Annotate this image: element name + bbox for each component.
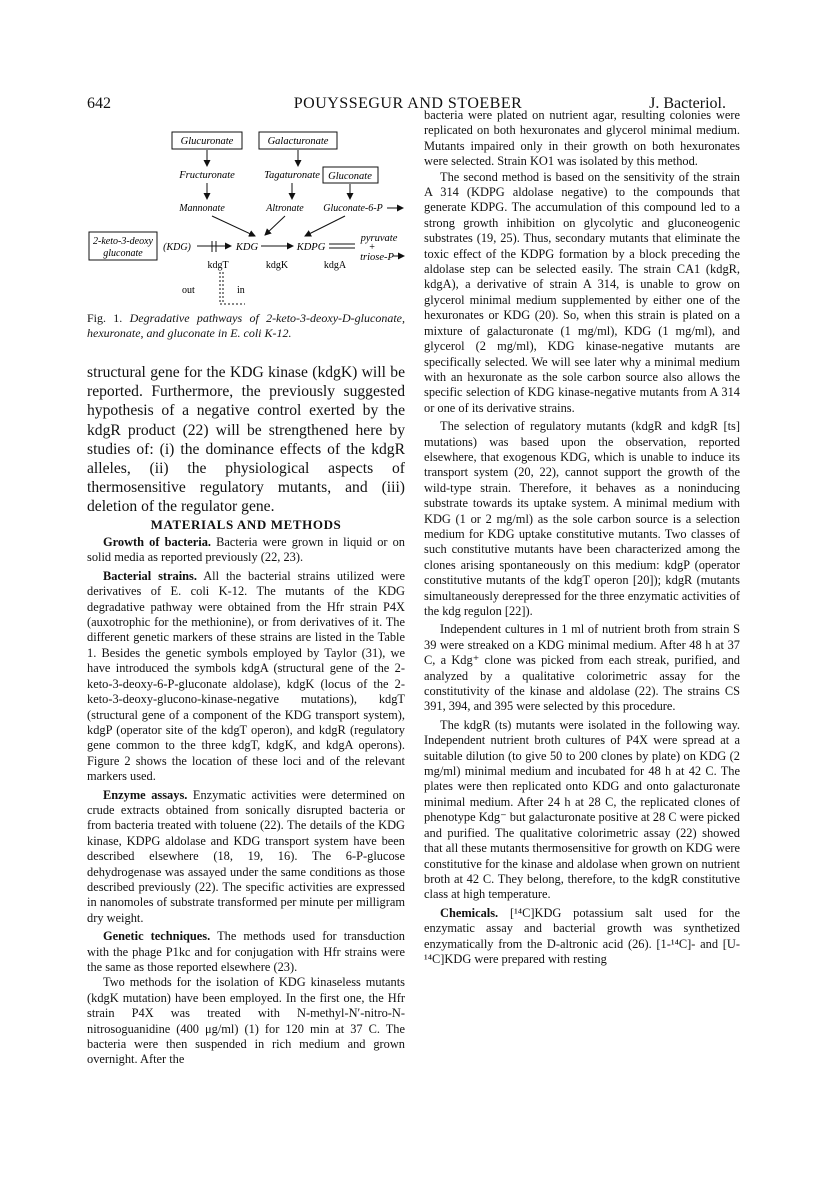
left-column: [87, 130, 405, 1068]
altronate-label: Altronate: [266, 203, 304, 214]
genetic-heading: Genetic techniques.: [103, 929, 211, 944]
running-title: POUYSSEGUR AND STOEBER: [293, 95, 523, 112]
triose-label: triose-P: [360, 252, 394, 263]
glucuronate-label: Glucuronate: [180, 136, 234, 147]
right-paragraph-1: bacteria were plated on nutrient agar, resulting colonies were replicated on both hexuronates and glycerol minimal medium. Mutants impaired only in their growth on both hexuronates were selected. Strain KO1 was isolated by this method.: [424, 108, 740, 169]
methods-paragraph: Two methods for the isolation of KDG kinaseless mutants (kdgK mutation) have been employed. In the first one, the Hfr strain P4X was treated with N-methyl-N′-nitro-N-nitrosoguanidine (400 μg/ml) (1) for 120 min at 37 C. The bacteria were then suspended in rich medium and grown overnight. After the: [87, 975, 405, 1067]
right-column: [424, 108, 740, 967]
enzyme-paragraph: [87, 788, 405, 927]
galacturonate-label: Galacturonate: [267, 136, 329, 147]
growth-paragraph: [87, 535, 405, 566]
page-number: 642: [87, 95, 111, 112]
strains-paragraph: [87, 569, 405, 785]
plus-label: +: [368, 242, 376, 253]
enzyme-text: Enzymatic activities were determined on crude extracts obtained from sonically disrupted bacteria or from bacteria treated with toluene (22). The details of the KDG kinase, KDPG aldolase and KDG transport system have been described elsewhere (18, 19, 16). The 6-P-glucose dehydrogenase was assayed under the same conditions as those described previously (22). The specific activities are expressed in nanomoles of substrate transformed per minute per milligram dry weight.: [87, 787, 405, 925]
figure-caption: [87, 311, 405, 341]
genetic-paragraph: [87, 929, 405, 975]
growth-text: Bacteria were grown in liquid or on solid media as reported previously (22, 23).: [87, 535, 406, 565]
intro-paragraph: structural gene for the KDG kinase (kdgK) will be reported. Furthermore, the previously suggested hypothesis of a negative control exerted by the kdgR product (22) will be strengthened here by studies of: (i) the dominance effects of the kdgR alleles, (ii) the physiological aspects of thermosensitive regulatory mutants, and (iii) deletion of the regulator gene.: [87, 364, 405, 516]
right-paragraph-2: The second method is based on the sensitivity of the strain A 314 (KDPG aldolase negative) to the compounds that generate KDPG. The accumulation of this compound led to a strong growth inhibition on glycolytic and gluconeogenic substrates (19, 25). Thus, secondary mutants that eliminate the toxic effect of the KDPG formation by a block preceding the aldolase step can be selected easily. The strain CA1 (kdgR, kdgA), a derivative of strain A 314, is unable to grow on glycerol minimal medium supplemented by either one of the hexuronates or KDG (20). So, when this strain is plated on a mixture of galacturonate (1 mg/ml), KDG (1 mg/ml), and glycerol (2 mg/ml), KDG kinase-negative mutants are specifically selected. We will see later why a minimal medium with an hexuronate as the sole carbon source also allows the specific selection of KDG kinase-negative mutants from A 314 or one of its derivative strains.: [424, 169, 740, 415]
kdg-paren-label: (KDG): [163, 242, 191, 253]
right-paragraph-4: Independent cultures in 1 ml of nutrient broth from strain S 39 were streaked on a KDG minimal medium. After 48 h at 37 C, a Kdg⁺ clone was picked from each streak, purified, and analyzed by a qualitative colorimetric assay for the constitutivity of the kinase and aldolase (22). The strains CS 391, 394, and 395 were selected by this procedure.: [424, 622, 740, 714]
kdg-box-line2: gluconate: [103, 248, 143, 259]
chemicals-heading: Chemicals.: [440, 905, 499, 920]
mannonate-label: Mannonate: [179, 203, 225, 214]
right-paragraph-3: The selection of regulatory mutants (kdgR and kdgR [ts] mutations) was based upon the observation, reported elsewhere, that exogenous KDG, which is unable to induce its transport system (20, 22), cannot support the growth of the wild-type strain. Therefore, it behaves as a noninducing substrate towards its uptake system. A minimal medium with KDG (1 or 2 mg/ml) as the sole carbon source is a selection medium for KDG uptake constitutive mutants. Two classes of such constitutive mutants have been characterized among the clones arising spontaneously on this medium: kdgP (operator constitutive mutants of the kdgT operon [20]); kdgR (mutants simultaneously derepressed for the three enzymatic activities of the kdg regulon [22]).: [424, 419, 740, 618]
in-label: in: [237, 285, 245, 296]
kdpg-label: KDPG: [296, 242, 326, 253]
strains-text: All the bacterial strains utilized were derivatives of E. coli K-12. The mutants of the KDG degradative pathway were obtained from the Hfr strain P4X (auxotrophic for the methionine), or from derivatives of it. The different genetic markers of these strains are listed in the Table 1. Besides the genetic symbols employed by Taylor (31), we have introduced the symbols kdgA (structural gene of the 2-keto-3-deoxy-6-P-gluconate aldolase), kdgK (locus of the 2-keto-3-deoxy-glucono-kinase-negative mutations), kdgT (structural gene of a component of the KDG transport system), kdgP (operator site of the kdgT operon), and kdgR (regulatory gene common to the three kdgT, kdgK, and kdgA operons). Figure 2 shows the location of these loci and of the relevant markers used.: [87, 568, 405, 784]
kdgk-label: kdgK: [265, 260, 289, 271]
genetic-text: The methods used for transduction with the phage P1kc and for conjugation with Hfr strains were the same as those reported elsewhere (23).: [87, 929, 405, 974]
kdgt-label: kdgT: [207, 260, 229, 271]
journal-name: J. Bacteriol.: [649, 95, 726, 112]
right-paragraph-5: The kdgR (ts) mutants were isolated in the following way. Independent nutrient broth cultures of P4X were spread at a suitable dilution (to give 50 to 200 clones by plate) on KDG (2 mg/ml) minimal medium and incubated for 48 h at 42 C. The plates were then replicated onto KDG and onto galacturonate minimal medium. After 24 h at 28 C, the replicated clones of phenotype Kdg⁻ but galacturonate positive at 28 C were picked and purified. The qualitative colorimetric assay (22) showed that all these mutants thermosensitive for growth on KDG were constitutive for the kinase and aldolase when grown on nutrient broth at 42 C. They belong, therefore, to the kdgR constitutive class at high temperature.: [424, 717, 740, 902]
figure-caption-text: Degradative pathways of 2-keto-3-deoxy-D-gluconate, hexuronate, and gluconate in E. coli K-12.: [87, 311, 405, 340]
chemicals-paragraph: [424, 906, 740, 968]
tagaturonate-label: Tagaturonate: [264, 170, 320, 181]
enzyme-heading: Enzyme assays.: [103, 787, 188, 802]
strains-heading: Bacterial strains.: [103, 568, 197, 583]
chemicals-text: [¹⁴C]KDG potassium salt used for the enzymatic assay and bacterial growth was synthetized enzymatically from the D-altronic acid (26). [1-¹⁴C]- and [U-¹⁴C]KDG were prepared with resting: [424, 905, 740, 966]
figure-1-diagram: [87, 130, 405, 305]
kdg-label: KDG: [235, 242, 259, 253]
out-label: out: [182, 285, 195, 296]
pyruvate-label: pyruvate: [360, 233, 398, 244]
gluconate-6p-label: Gluconate-6-P: [323, 203, 383, 214]
figure-caption-label: Fig. 1.: [87, 311, 123, 325]
kdg-box-line1: 2-keto-3-deoxy: [93, 236, 153, 247]
fructuronate-label: Fructuronate: [179, 170, 235, 181]
gluconate-label: Gluconate: [328, 171, 372, 182]
section-heading: MATERIALS AND METHODS: [150, 516, 342, 532]
kdga-label: kdgA: [323, 260, 347, 271]
growth-heading: Growth of bacteria.: [103, 535, 212, 550]
